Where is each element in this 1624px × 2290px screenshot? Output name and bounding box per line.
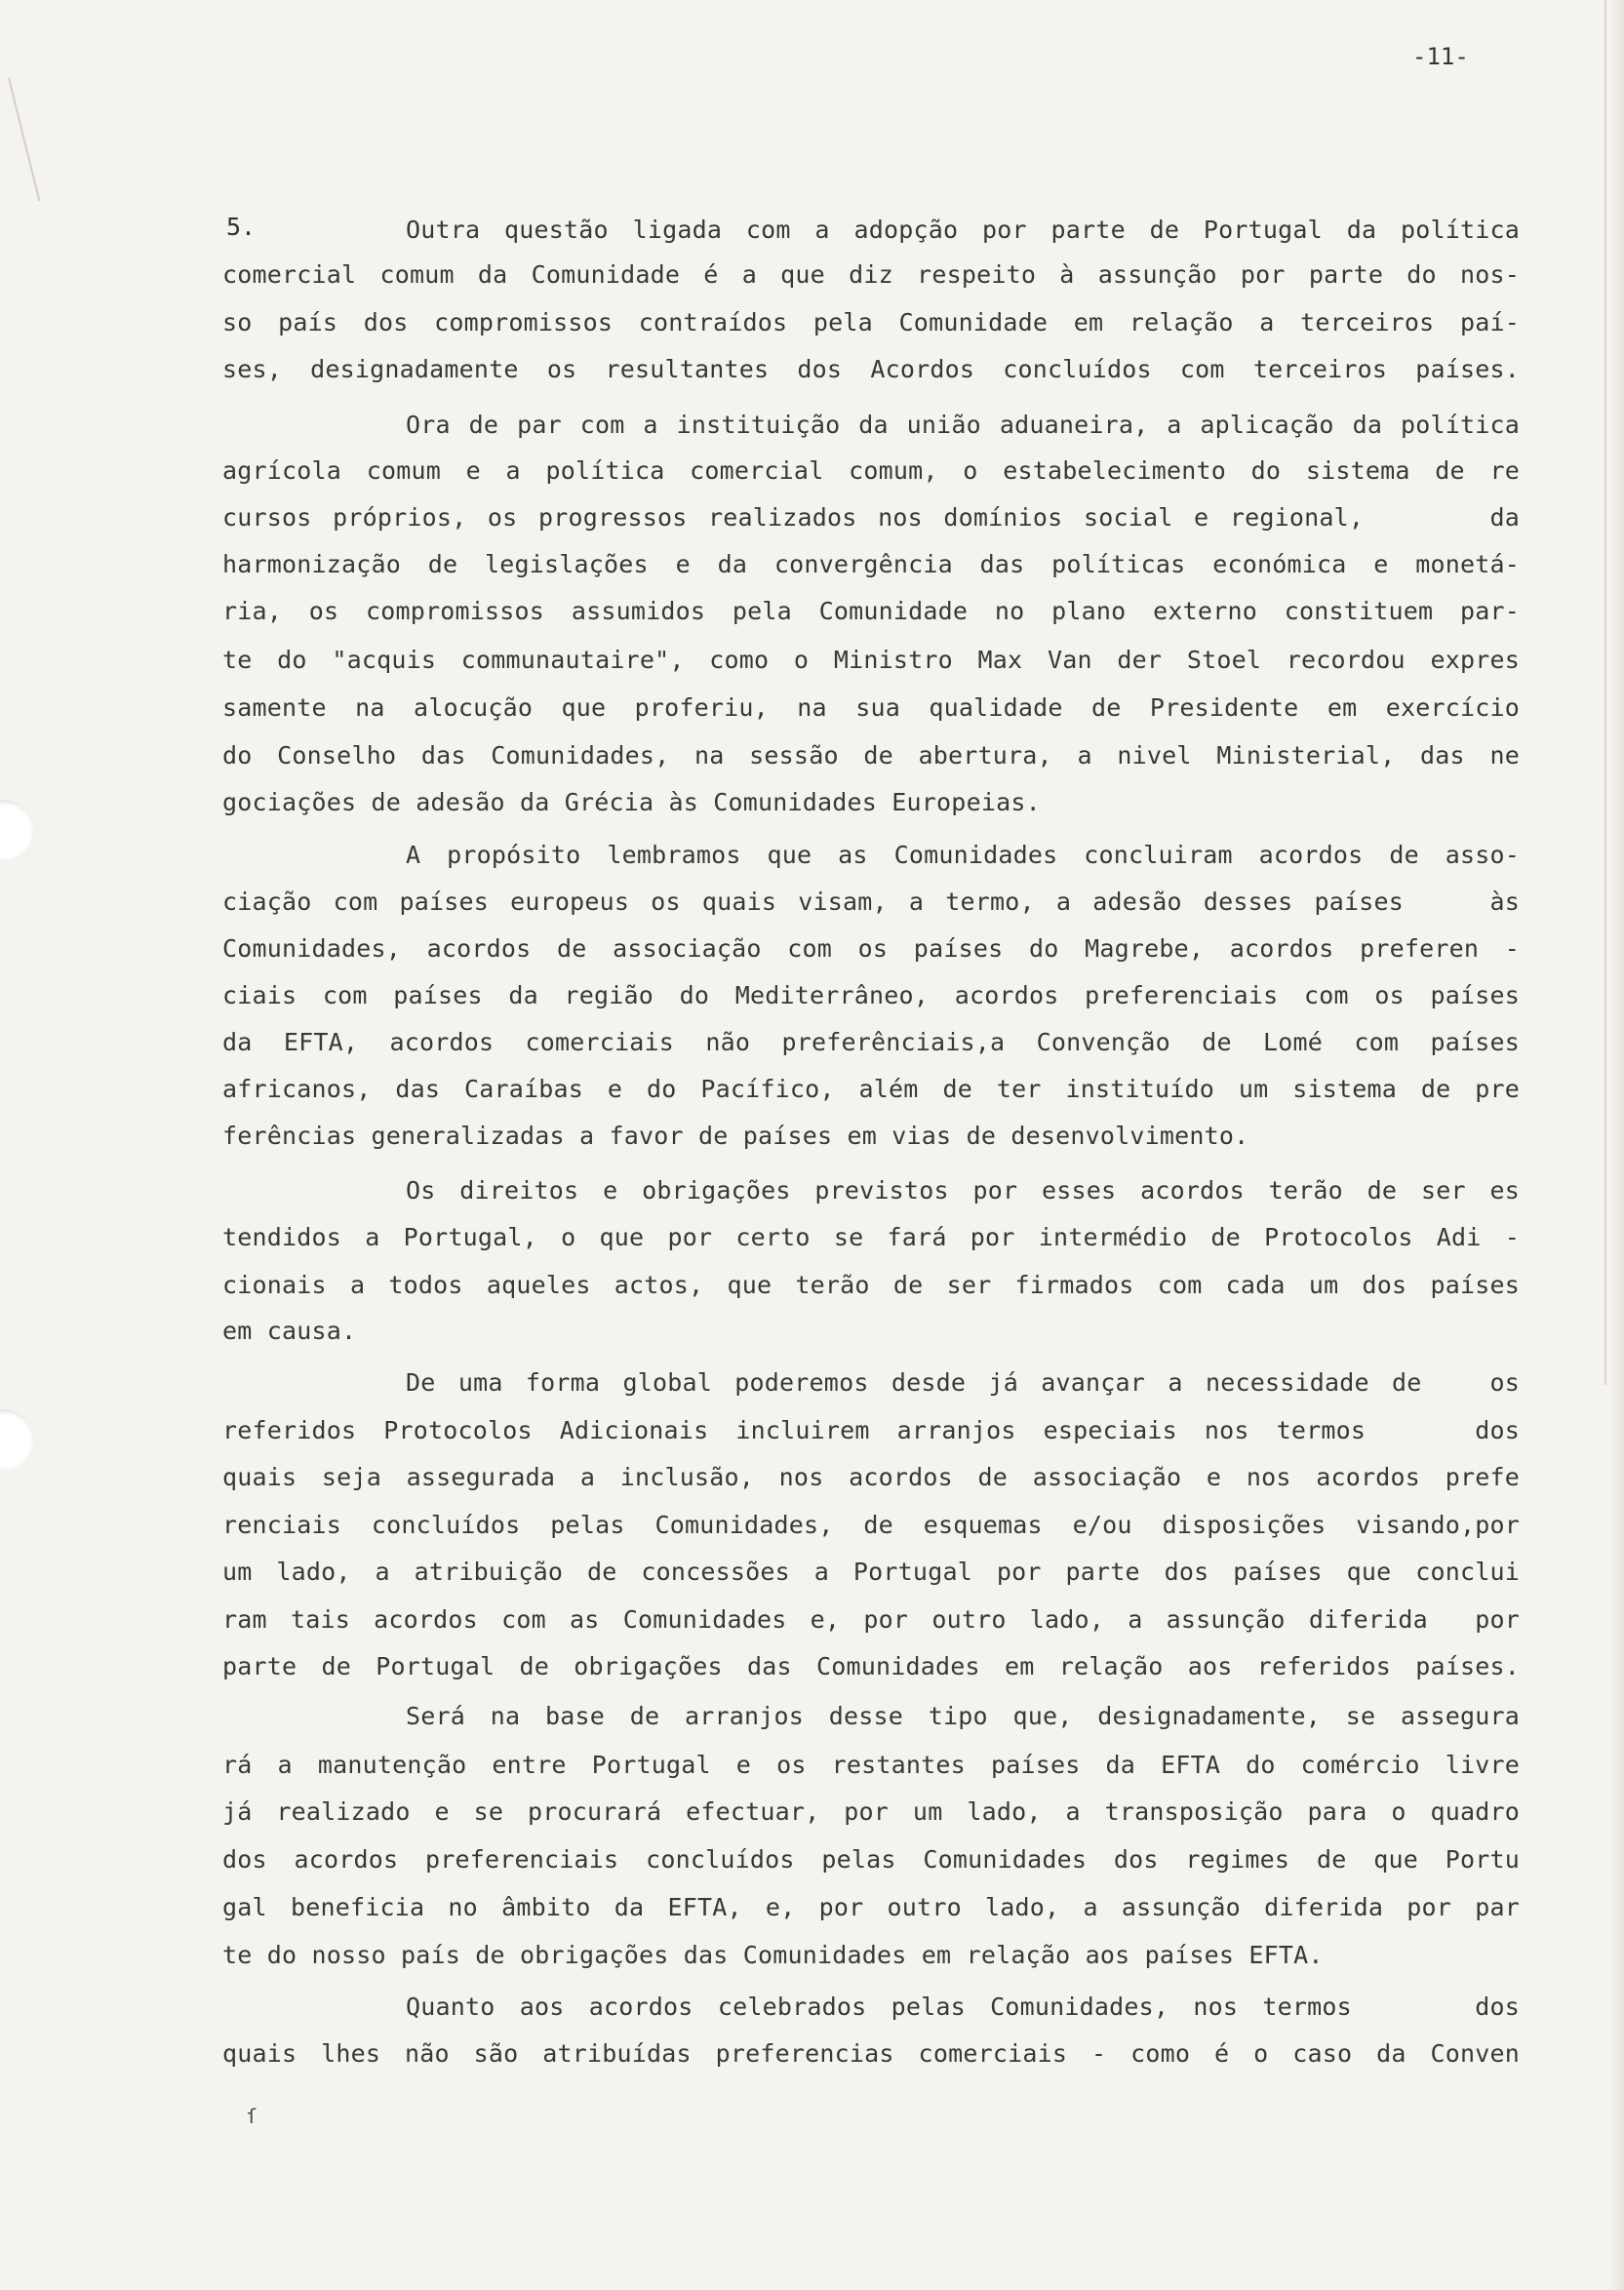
text-line: um lado, a atribuição de concessões a Portugal por parte dos países que conclui <box>222 1558 1520 1586</box>
text-line: ciação com países europeus os quais visam, a termo, a adesão desses países às <box>222 888 1520 916</box>
text-line: gociações de adesão da Grécia às Comunidades Europeias. <box>222 788 1041 816</box>
text-line: De uma forma global poderemos desde já avançar a necessidade de os <box>406 1368 1520 1397</box>
paper-edge-line <box>1604 0 1606 1385</box>
text-line: gal beneficia no âmbito da EFTA, e, por outro lado, a assunção diferida por par <box>222 1893 1520 1921</box>
section-number: 5. <box>226 213 257 241</box>
text-line: harmonização de legislações e da convergência das políticas económica e monetá- <box>222 550 1520 578</box>
text-line: cionais a todos aqueles actos, que terão de ser firmados com cada um dos países <box>222 1271 1520 1299</box>
text-line: ferências generalizadas a favor de países em vias de desenvolvimento. <box>222 1122 1249 1150</box>
text-line: cursos próprios, os progressos realizados nos domínios social e regional, da <box>222 503 1520 532</box>
text-line: parte de Portugal de obrigações das Comunidades em relação aos referidos países. <box>222 1652 1520 1680</box>
text-line: referidos Protocolos Adicionais incluirem arranjos especiais nos termos dos <box>222 1416 1520 1444</box>
text-line: Outra questão ligada com a adopção por parte de Portugal da política <box>406 216 1520 244</box>
corner-fold-mark <box>8 78 40 202</box>
text-line: ciais com países da região do Mediterrâneo, acordos preferenciais com os países <box>222 981 1520 1009</box>
text-line: te do "acquis communautaire", como o Ministro Max Van der Stoel recordou expres <box>222 646 1520 674</box>
text-line: renciais concluídos pelas Comunidades, de esquemas e/ou disposições visando,por <box>222 1511 1520 1539</box>
text-line: tendidos a Portugal, o que por certo se fará por intermédio de Protocolos Adi - <box>222 1223 1520 1251</box>
text-line: ria, os compromissos assumidos pela Comunidade no plano externo constituem par- <box>222 597 1520 625</box>
page-number: -11- <box>1412 43 1469 70</box>
text-line: comercial comum da Comunidade é a que diz respeito à assunção por parte do nos- <box>222 260 1520 289</box>
text-line: quais seja assegurada a inclusão, nos acordos de associação e nos acordos prefe <box>222 1463 1520 1491</box>
text-line: africanos, das Caraíbas e do Pacífico, além de ter instituído um sistema de pre <box>222 1075 1520 1103</box>
text-line: da EFTA, acordos comerciais não preferênciais,a Convenção de Lomé com países <box>222 1028 1520 1056</box>
text-line: ram tais acordos com as Comunidades e, por outro lado, a assunção diferida por <box>222 1605 1520 1634</box>
text-line: Será na base de arranjos desse tipo que, designadamente, se assegura <box>406 1702 1520 1730</box>
text-line: Os direitos e obrigações previstos por esses acordos terão de ser es <box>406 1176 1520 1204</box>
paper-edge-shadow <box>1610 0 1624 2290</box>
text-line: ses, designadamente os resultantes dos Acordos concluídos com terceiros países. <box>222 355 1520 383</box>
text-line: do Conselho das Comunidades, na sessão de abertura, a nivel Ministerial, das ne <box>222 741 1520 770</box>
text-line: agrícola comum e a política comercial comum, o estabelecimento do sistema de re <box>222 456 1520 485</box>
text-line: rá a manutenção entre Portugal e os restantes países da EFTA do comércio livre <box>222 1751 1520 1779</box>
text-line: já realizado e se procurará efectuar, por um lado, a transposição para o quadro <box>222 1797 1520 1826</box>
text-line: so país dos compromissos contraídos pela Comunidade em relação a terceiros paí- <box>222 308 1520 336</box>
text-line: quais lhes não são atribuídas preferencias comerciais - como é o caso da Conven <box>222 2039 1520 2068</box>
text-line: te do nosso país de obrigações das Comunidades em relação aos países EFTA. <box>222 1941 1324 1969</box>
text-line: samente na alocução que proferiu, na sua qualidade de Presidente em exercício <box>222 693 1520 722</box>
text-line: em causa. <box>222 1317 357 1345</box>
text-line: Ora de par com a instituição da união aduaneira, a aplicação da política <box>406 411 1520 439</box>
stray-pen-mark: ſ <box>246 2105 258 2128</box>
punch-hole-bottom <box>0 1409 33 1470</box>
text-line: A propósito lembramos que as Comunidades concluiram acordos de asso- <box>406 841 1520 869</box>
text-line: Quanto aos acordos celebrados pelas Comunidades, nos termos dos <box>406 1993 1520 2021</box>
punch-hole-top <box>0 800 33 860</box>
text-line: Comunidades, acordos de associação com os países do Magrebe, acordos preferen - <box>222 934 1520 963</box>
text-line: dos acordos preferenciais concluídos pelas Comunidades dos regimes de que Portu <box>222 1845 1520 1874</box>
